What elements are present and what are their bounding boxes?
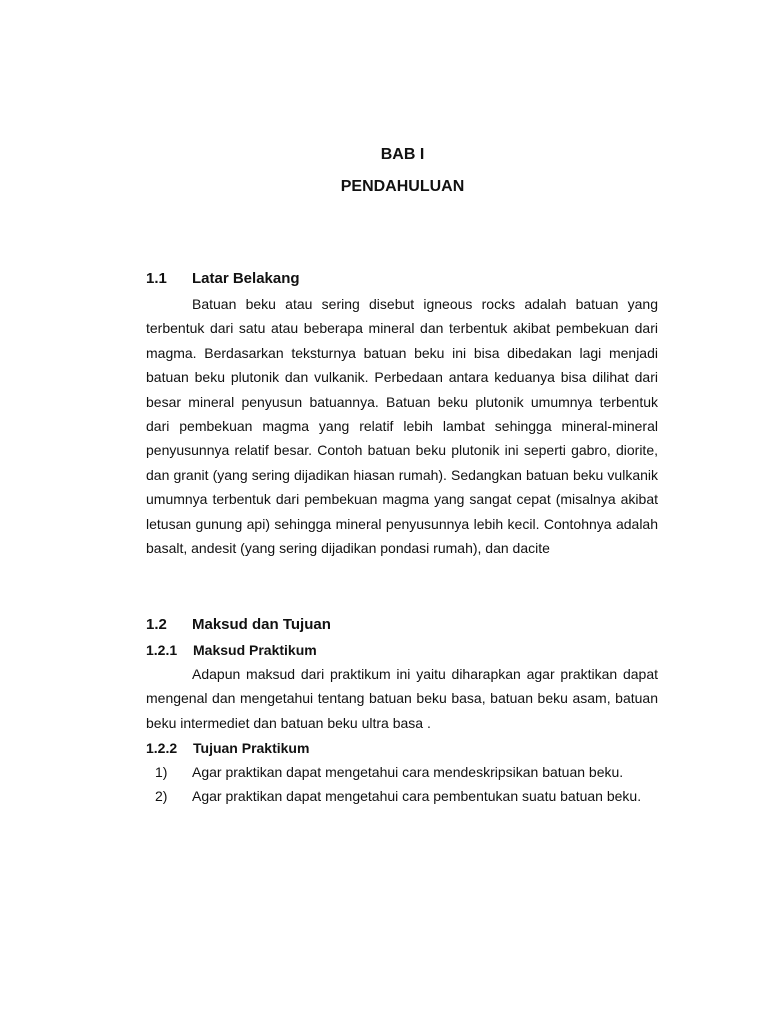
- list-marker: 2): [155, 788, 168, 805]
- subsection-title: Maksud Praktikum: [193, 642, 317, 658]
- subsection-heading-maksud-praktikum: [146, 642, 317, 658]
- list-item: [146, 784, 666, 808]
- subsection-number: 1.2.2: [146, 740, 178, 756]
- section-title: Latar Belakang: [192, 270, 300, 287]
- maksud-praktikum-paragraph: Adapun maksud dari praktikum ini yaitu diharapkan agar praktikan dapat mengenal dan mengetahui tentang batuan beku basa, batuan beku asam, batuan beku intermediet dan batuan beku ultra basa .: [146, 666, 658, 731]
- tujuan-list: [146, 760, 666, 809]
- section-title: Maksud dan Tujuan: [192, 616, 331, 633]
- section-number: 1.1: [146, 270, 167, 287]
- chapter-title: PENDAHULUAN: [340, 178, 465, 195]
- latar-belakang-paragraph: Batuan beku atau sering disebut igneous rocks adalah batuan yang terbentuk dari satu atau beberapa mineral dan terbentuk akibat pembekuan dari magma. Berdasarkan teksturnya batuan beku ini bisa dibedakan lagi menjadi batuan beku plutonik dan vulkanik. Perbedaan antara keduanya bisa dilihat dari besar mineral penyusun batuannya. Batuan beku plutonik umumnya terbentuk dari pembekuan magma yang relatif lebih lambat sehingga mineral-mineral penyusunnya relatif besar. Contoh batuan beku plutonik ini seperti gabro, diorite, dan granit (yang sering dijadikan hiasan rumah). Sedangkan batuan beku vulkanik umumnya terbentuk dari pembekuan magma yang sangat cepat (misalnya akibat letusan gunung api) sehingga mineral penyusunnya lebih kecil. Contohnya adalah basalt, andesit (yang sering dijadikan pondasi rumah), dan dacite: [146, 296, 658, 557]
- list-item-text: Agar praktikan dapat mengetahui cara pembentukan suatu batuan beku.: [192, 788, 642, 805]
- list-item-text: Agar praktikan dapat mengetahui cara mendeskripsikan batuan beku.: [192, 764, 624, 780]
- chapter-label: BAB I: [380, 146, 425, 163]
- section-heading-latar-belakang: [146, 270, 300, 287]
- subsection-heading-tujuan-praktikum: [146, 740, 309, 756]
- subsection-title: Tujuan Praktikum: [193, 740, 310, 756]
- list-item: [146, 760, 666, 784]
- list-marker: 1): [155, 764, 168, 780]
- subsection-number: 1.2.1: [146, 642, 178, 658]
- section-number: 1.2: [146, 616, 167, 633]
- section-heading-maksud-tujuan: [146, 616, 331, 633]
